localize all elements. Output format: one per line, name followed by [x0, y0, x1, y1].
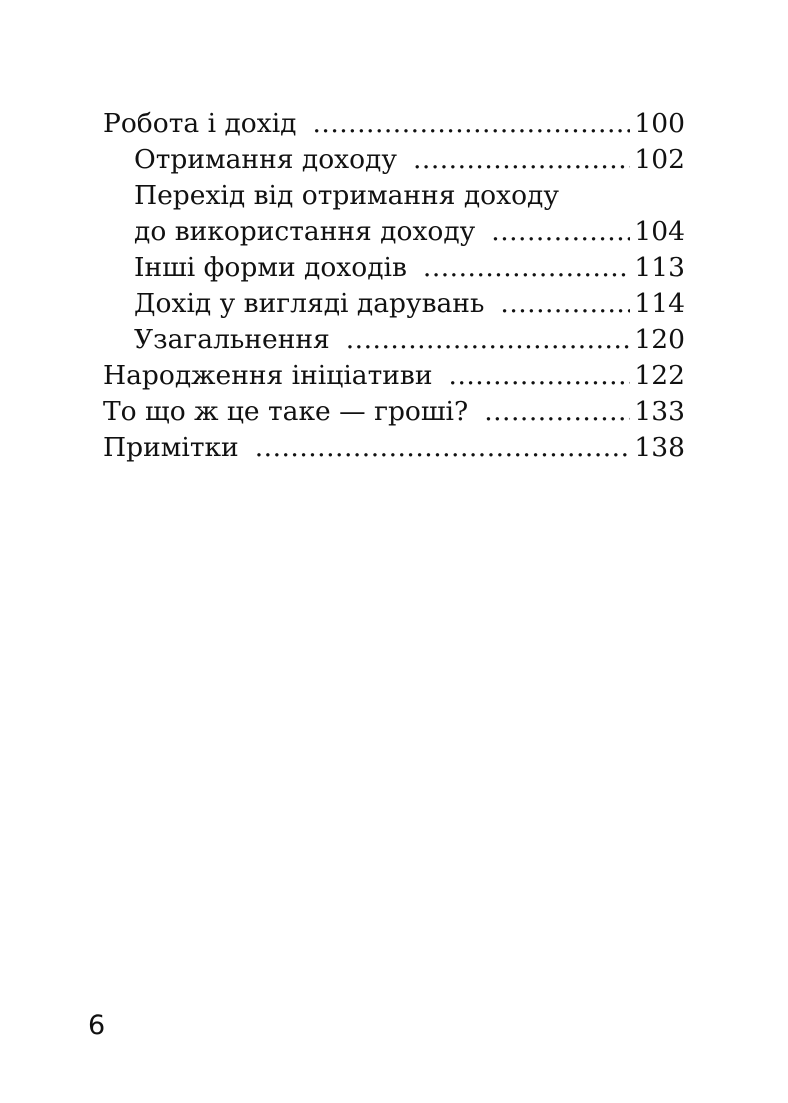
toc-entry — [103, 142, 685, 178]
toc-entry-page: 138 — [634, 432, 685, 463]
toc-entry-page: 113 — [634, 252, 685, 283]
toc-entry-title-line — [103, 178, 685, 214]
dot-leader — [423, 250, 631, 286]
toc-entry-title-part: Перехід від отримання доходу — [134, 180, 559, 211]
dot-leader — [449, 358, 631, 394]
toc-entry — [103, 358, 685, 394]
toc-entry-title: Узагальнення — [134, 324, 330, 355]
toc-entry-title: Примітки — [103, 432, 239, 463]
toc-entry — [103, 106, 685, 142]
toc-entry-page: 102 — [634, 144, 685, 175]
toc-entry — [103, 214, 685, 250]
toc-entry-title: Робота і дохід — [103, 108, 297, 139]
toc-entry-page: 114 — [634, 288, 685, 319]
toc-entry — [103, 250, 685, 286]
toc-entry-page: 133 — [634, 396, 685, 427]
toc-entry-title-part: до використання доходу — [134, 216, 476, 247]
page-number: 6 — [88, 1010, 106, 1041]
dot-leader — [491, 214, 630, 250]
dot-leader — [255, 430, 631, 466]
toc-entry-page: 120 — [634, 324, 685, 355]
toc-entry — [103, 430, 685, 466]
toc-entry-title: Дохід у вигляді дарувань — [134, 288, 485, 319]
dot-leader — [484, 394, 630, 430]
toc-entry-page: 104 — [634, 216, 685, 247]
toc-entry — [103, 394, 685, 430]
toc-entry — [103, 322, 685, 358]
toc-entry-title: Народження ініціативи — [103, 360, 433, 391]
table-of-contents — [103, 106, 685, 466]
dot-leader — [413, 142, 630, 178]
toc-entry-title: То що ж це таке — гроші? — [103, 396, 469, 427]
toc-entry-title: Отримання доходу — [134, 144, 397, 175]
toc-entry-page: 122 — [634, 360, 685, 391]
toc-entry — [103, 286, 685, 322]
dot-leader — [500, 286, 630, 322]
dot-leader — [312, 106, 630, 142]
toc-entry-title: Інші форми доходів — [134, 252, 407, 283]
dot-leader — [346, 322, 631, 358]
toc-entry-page: 100 — [634, 108, 685, 139]
